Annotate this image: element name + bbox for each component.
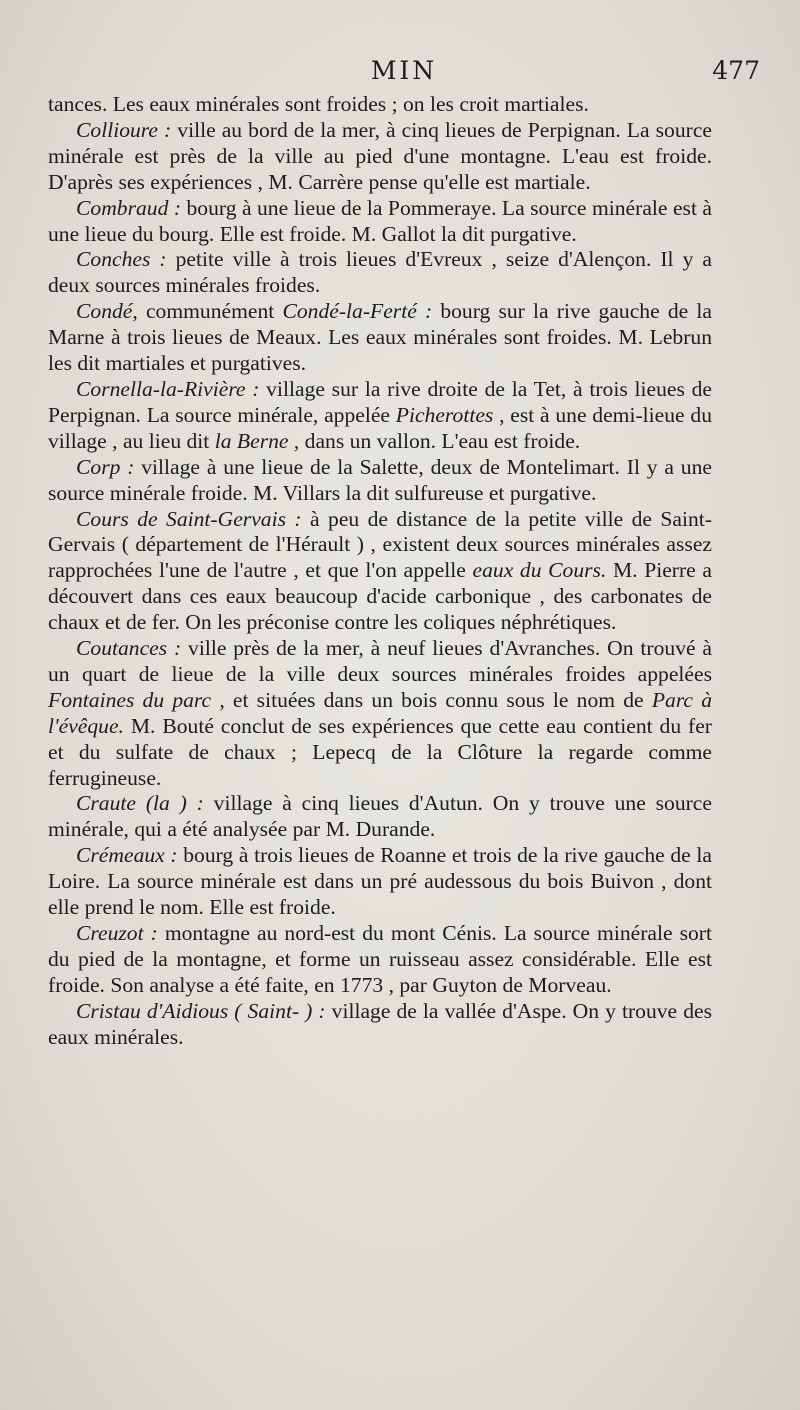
entry-continuation: tances. Les eaux minérales sont froides ; on les croit martiales.	[48, 92, 589, 116]
entry-term: Crémeaux :	[76, 843, 178, 868]
entry-cours-saint-gervais: Cours de Saint-Gervais : à peu de distance de la petite ville de Saint-Gervais ( département de l'Hérault ) , existent deux sources minérales assez rapprochées l'une de l'autre , et que l'on appelle eaux du Cours. M. Pierre a découvert dans ces eaux beaucoup d'acide carbonique , des carbonates de chaux et de fer. On les préconise contre les coliques néphrétiques.	[48, 506, 712, 635]
entry-craute: Craute (la ) : village à cinq lieues d'Autun. On y trouve une source minérale, qui a été analysée par M. Durande.	[48, 791, 712, 842]
running-head: MIN	[370, 56, 438, 85]
entry-term: Cristau d'Aidious ( Saint- ) :	[76, 998, 326, 1023]
entry-term-alt: Parc à l'évêque.	[48, 687, 713, 738]
entry-term: Conches :	[76, 247, 167, 272]
entry-term-alt: Fontaines du parc	[48, 687, 212, 712]
entry-term: Corp :	[76, 454, 135, 479]
entry-conde: Condé, communément Condé-la-Ferté : bourg sur la rive gauche de la Marne à trois lieues de Meaux. Les eaux minérales sont froides. M. Lebrun les dit martiales et purgatives.	[48, 299, 712, 376]
entry-term: Creuzot :	[76, 921, 158, 945]
page-number: 477	[712, 56, 760, 85]
entry-combraud: Combraud : bourg à une lieue de la Pommeraye. La source minérale est à une lieue du bourg. Elle est froide. M. Gallot la dit purgative.	[48, 195, 712, 246]
entry-coutances: Coutances : ville près de la mer, à neuf lieues d'Avranches. On trouvé à un quart de lieue de la ville deux sources minérales froides appelées Fontaines du parc , et situées dans un bois connu sous le nom de Parc à l'évêque. M. Bouté conclut de ses expériences que cette eau contient du fer et du sulfate de chaux ; Lepecq de la Clôture la regarde comme ferrugineuse.	[48, 636, 713, 790]
entry-term: Condé	[76, 299, 133, 324]
page-header	[48, 56, 760, 92]
entry-term: Coutances :	[76, 636, 182, 661]
entry-cornella: Cornella-la-Rivière : village sur la rive droite de la Tet, à trois lieues de Perpignan. La source minérale, appelée Picherottes , est à une demi-lieue du village , au lieu dit la Berne , dans un vallon. L'eau est froide.	[48, 376, 712, 453]
entry-term-alt: la Berne	[214, 428, 289, 453]
entry-corp: Corp : village à une lieue de la Salette, deux de Montelimart. Il y a une source minérale froide. M. Villars la dit sulfureuse et purgative.	[48, 454, 712, 505]
entry-term: Combraud :	[76, 195, 182, 220]
entry-term: Cours de Saint-Gervais :	[76, 506, 302, 531]
entry-cristau-daidious: Cristau d'Aidious ( Saint- ) : village de la vallée d'Aspe. On y trouve des eaux minérales.	[48, 998, 712, 1049]
entry-term: Collioure :	[76, 117, 172, 142]
entry-collioure: Collioure : ville au bord de la mer, à cinq lieues de Perpignan. La source minérale est près de la ville au pied d'une montagne. L'eau est froide. D'après ses expériences , M. Carrère pense qu'elle est martiale.	[48, 117, 712, 194]
body-text	[48, 92, 712, 1051]
entry-term-alt: Picherottes	[395, 402, 494, 427]
entry-term: Cornella-la-Rivière :	[76, 376, 260, 401]
entry-cremeaux: Crémeaux : bourg à trois lieues de Roanne et trois de la rive gauche de la Loire. La source minérale est dans un pré audessous du bois Buivon , dont elle prend le nom. Elle est froide.	[48, 843, 712, 920]
entry-term-alt: eaux du Cours.	[472, 558, 607, 583]
entry-term-alt: Condé-la-Ferté :	[282, 299, 433, 324]
entry-conches: Conches : petite ville à trois lieues d'Evreux , seize d'Alençon. Il y a deux sources minérales froides.	[48, 247, 712, 298]
entry-creuzot: Creuzot : montagne au nord-est du mont Cénis. La source minérale sort du pied de la montagne, et forme un ruisseau assez considérable. Elle est froide. Son analyse a été faite, en 1773 , par Guyton de Morveau.	[48, 921, 712, 997]
entry-term: Craute (la ) :	[76, 791, 204, 816]
